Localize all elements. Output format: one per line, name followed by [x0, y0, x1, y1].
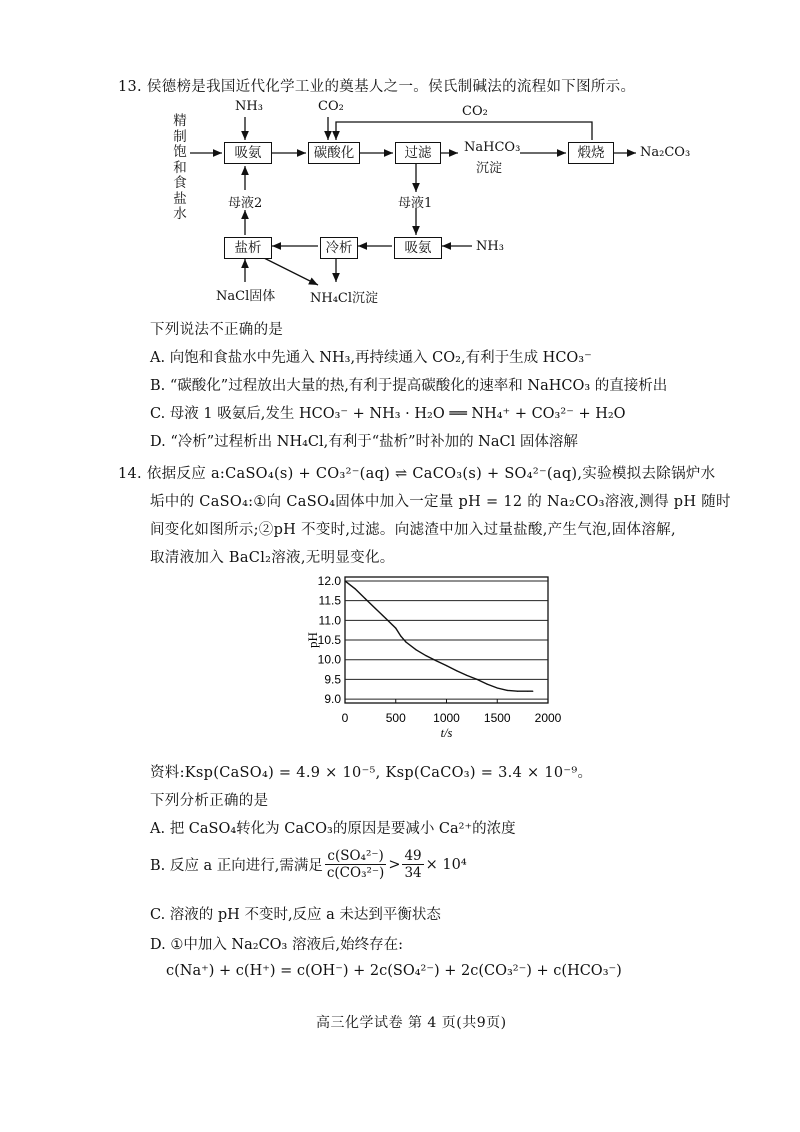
flow-nh4cl-ppt: NH₄Cl沉淀	[310, 291, 379, 306]
data-point	[436, 660, 437, 661]
data-point	[344, 580, 345, 581]
q14-line-3: 间变化如图所示;②pH 不变时,过滤。向滤渣中加入过量盐酸,产生气泡,固体溶解,	[150, 522, 676, 538]
page-footer: 高三化学试卷 第 4 页(共9页)	[316, 1015, 507, 1031]
box-absorb-ammonia: 吸氨	[224, 142, 272, 164]
flow-mother1: 母液1	[398, 196, 433, 211]
flow-mother2: 母液2	[228, 196, 263, 211]
q14-option-b-fden: 34	[404, 865, 422, 881]
data-point	[446, 665, 447, 666]
y-tick-label: 11.5	[318, 593, 341, 608]
q14-option-b-prefix: B. 反应 a 正向进行,需满足	[150, 858, 323, 874]
flow-feed-label: 精制饱和食盐水	[173, 113, 187, 222]
x-tick-label: 500	[385, 711, 406, 725]
q14-line-2: 垢中的 CaSO₄:①向 CaSO₄固体中加入一定量 pH = 12 的 Na₂CO₃溶液,测得 pH 随时	[150, 494, 731, 510]
flow-nh3-right: NH₃	[476, 239, 504, 254]
data-point	[487, 684, 488, 685]
q14-option-a: A. 把 CaSO₄转化为 CaCO₃的原因是要减小 Ca²⁺的浓度	[150, 821, 516, 837]
data-point	[355, 588, 356, 589]
x-tick-label: 1500	[483, 711, 511, 725]
flow-co2-top: CO₂	[318, 99, 344, 114]
q14-option-c: C. 溶液的 pH 不变时,反应 a 未达到平衡状态	[150, 907, 441, 923]
q14-line-1: 14. 依据反应 a:CaSO₄(s) + CO₃²⁻(aq) ⇌ CaCO₃(s) + SO₄²⁻(aq),实验模拟去除锅炉水	[118, 466, 716, 482]
y-tick-label: 10.5	[317, 633, 341, 647]
q14-option-b-num: c(SO₄²⁻)	[325, 848, 386, 865]
series-line-ph	[345, 581, 533, 691]
box-absorb-ammonia-2: 吸氨	[394, 237, 442, 259]
y-tick-label: 12.0	[317, 573, 341, 588]
box-carbonation: 碳酸化	[308, 142, 360, 164]
q14-resource: 资料:Ksp(CaSO₄) = 4.9 × 10⁻⁵, Ksp(CaCO₃) = 3.4 × 10⁻⁹。	[150, 765, 593, 781]
y-axis-label: pH	[305, 632, 320, 648]
q14-option-d: D. ①中加入 Na₂CO₃ 溶液后,始终存在:	[150, 937, 403, 953]
q14-option-d-equation: c(Na⁺) + c(H⁺) = c(OH⁻) + 2c(SO₄²⁻) + 2c(CO₃²⁻) + c(HCO₃⁻)	[166, 963, 622, 979]
data-point	[532, 691, 533, 692]
data-point	[400, 635, 401, 636]
q14-option-b-fnum: 49	[404, 848, 422, 864]
data-point	[415, 649, 416, 650]
y-tick-label: 9.0	[324, 692, 341, 707]
data-point	[375, 608, 376, 609]
box-salting: 盐析	[224, 237, 272, 259]
q14-option-b	[150, 848, 467, 881]
box-calcine: 煅烧	[568, 142, 614, 164]
q13-option-c: C. 母液 1 吸氨后,发生 HCO₃⁻ + NH₃ · H₂O ══ NH₄⁺ + CO₃²⁻ + H₂O	[150, 406, 626, 422]
x-axis-label: t/s	[440, 726, 453, 740]
q14-question: 下列分析正确的是	[150, 793, 269, 809]
y-tick-label: 11.0	[318, 613, 341, 628]
q13-option-d: D. “冷析”过程析出 NH₄Cl,有利于“盐析”时补加的 NaCl 固体溶解	[150, 434, 578, 450]
q13-stem: 13. 侯德榜是我国近代化学工业的奠基人之一。侯氏制碱法的流程如下图所示。	[118, 79, 636, 95]
y-tick-label: 10.0	[317, 652, 341, 667]
data-point	[426, 655, 427, 656]
flow-nh3-top: NH₃	[235, 99, 263, 114]
q13-option-b: B. “碳酸化”过程放出大量的热,有利于提高碳酸化的速率和 NaHCO₃ 的直接析出	[150, 378, 668, 394]
flow-nahco3: NaHCO₃	[464, 140, 521, 155]
data-point	[385, 618, 386, 619]
data-point	[507, 690, 508, 691]
q13-question: 下列说法不正确的是	[150, 322, 284, 338]
data-point	[527, 691, 528, 692]
q14-option-b-constant	[402, 848, 423, 881]
y-tick-label: 9.5	[324, 672, 341, 687]
flow-product: Na₂CO₃	[640, 145, 691, 160]
x-tick-label: 2000	[534, 711, 562, 725]
box-cooling: 冷析	[320, 237, 358, 259]
q14-line-4: 取清液加入 BaCl₂溶液,无明显变化。	[150, 550, 395, 566]
flow-nahco3-ppt: 沉淀	[476, 161, 503, 176]
x-tick-label: 0	[341, 711, 349, 725]
flow-co2-recycle: CO₂	[462, 104, 488, 119]
q13-option-a: A. 向饱和食盐水中先通入 NH₃,再持续通入 CO₂,有利于生成 HCO₃⁻	[150, 350, 592, 366]
flow-nacl-solid: NaCl固体	[216, 289, 276, 304]
box-filter: 过滤	[395, 142, 441, 164]
data-point	[405, 641, 406, 642]
x-tick-label: 1000	[433, 711, 460, 725]
q14-option-b-gt: >	[388, 856, 401, 873]
data-point	[456, 670, 457, 671]
data-point	[466, 675, 467, 676]
q14-option-b-suffix: × 10⁴	[425, 856, 467, 873]
data-point	[517, 691, 518, 692]
data-point	[497, 687, 498, 688]
q14-option-b-ratio	[325, 848, 386, 881]
q14-option-b-den: c(CO₃²⁻)	[326, 865, 385, 881]
data-point	[476, 679, 477, 680]
data-point	[395, 628, 396, 629]
data-point	[365, 598, 366, 599]
